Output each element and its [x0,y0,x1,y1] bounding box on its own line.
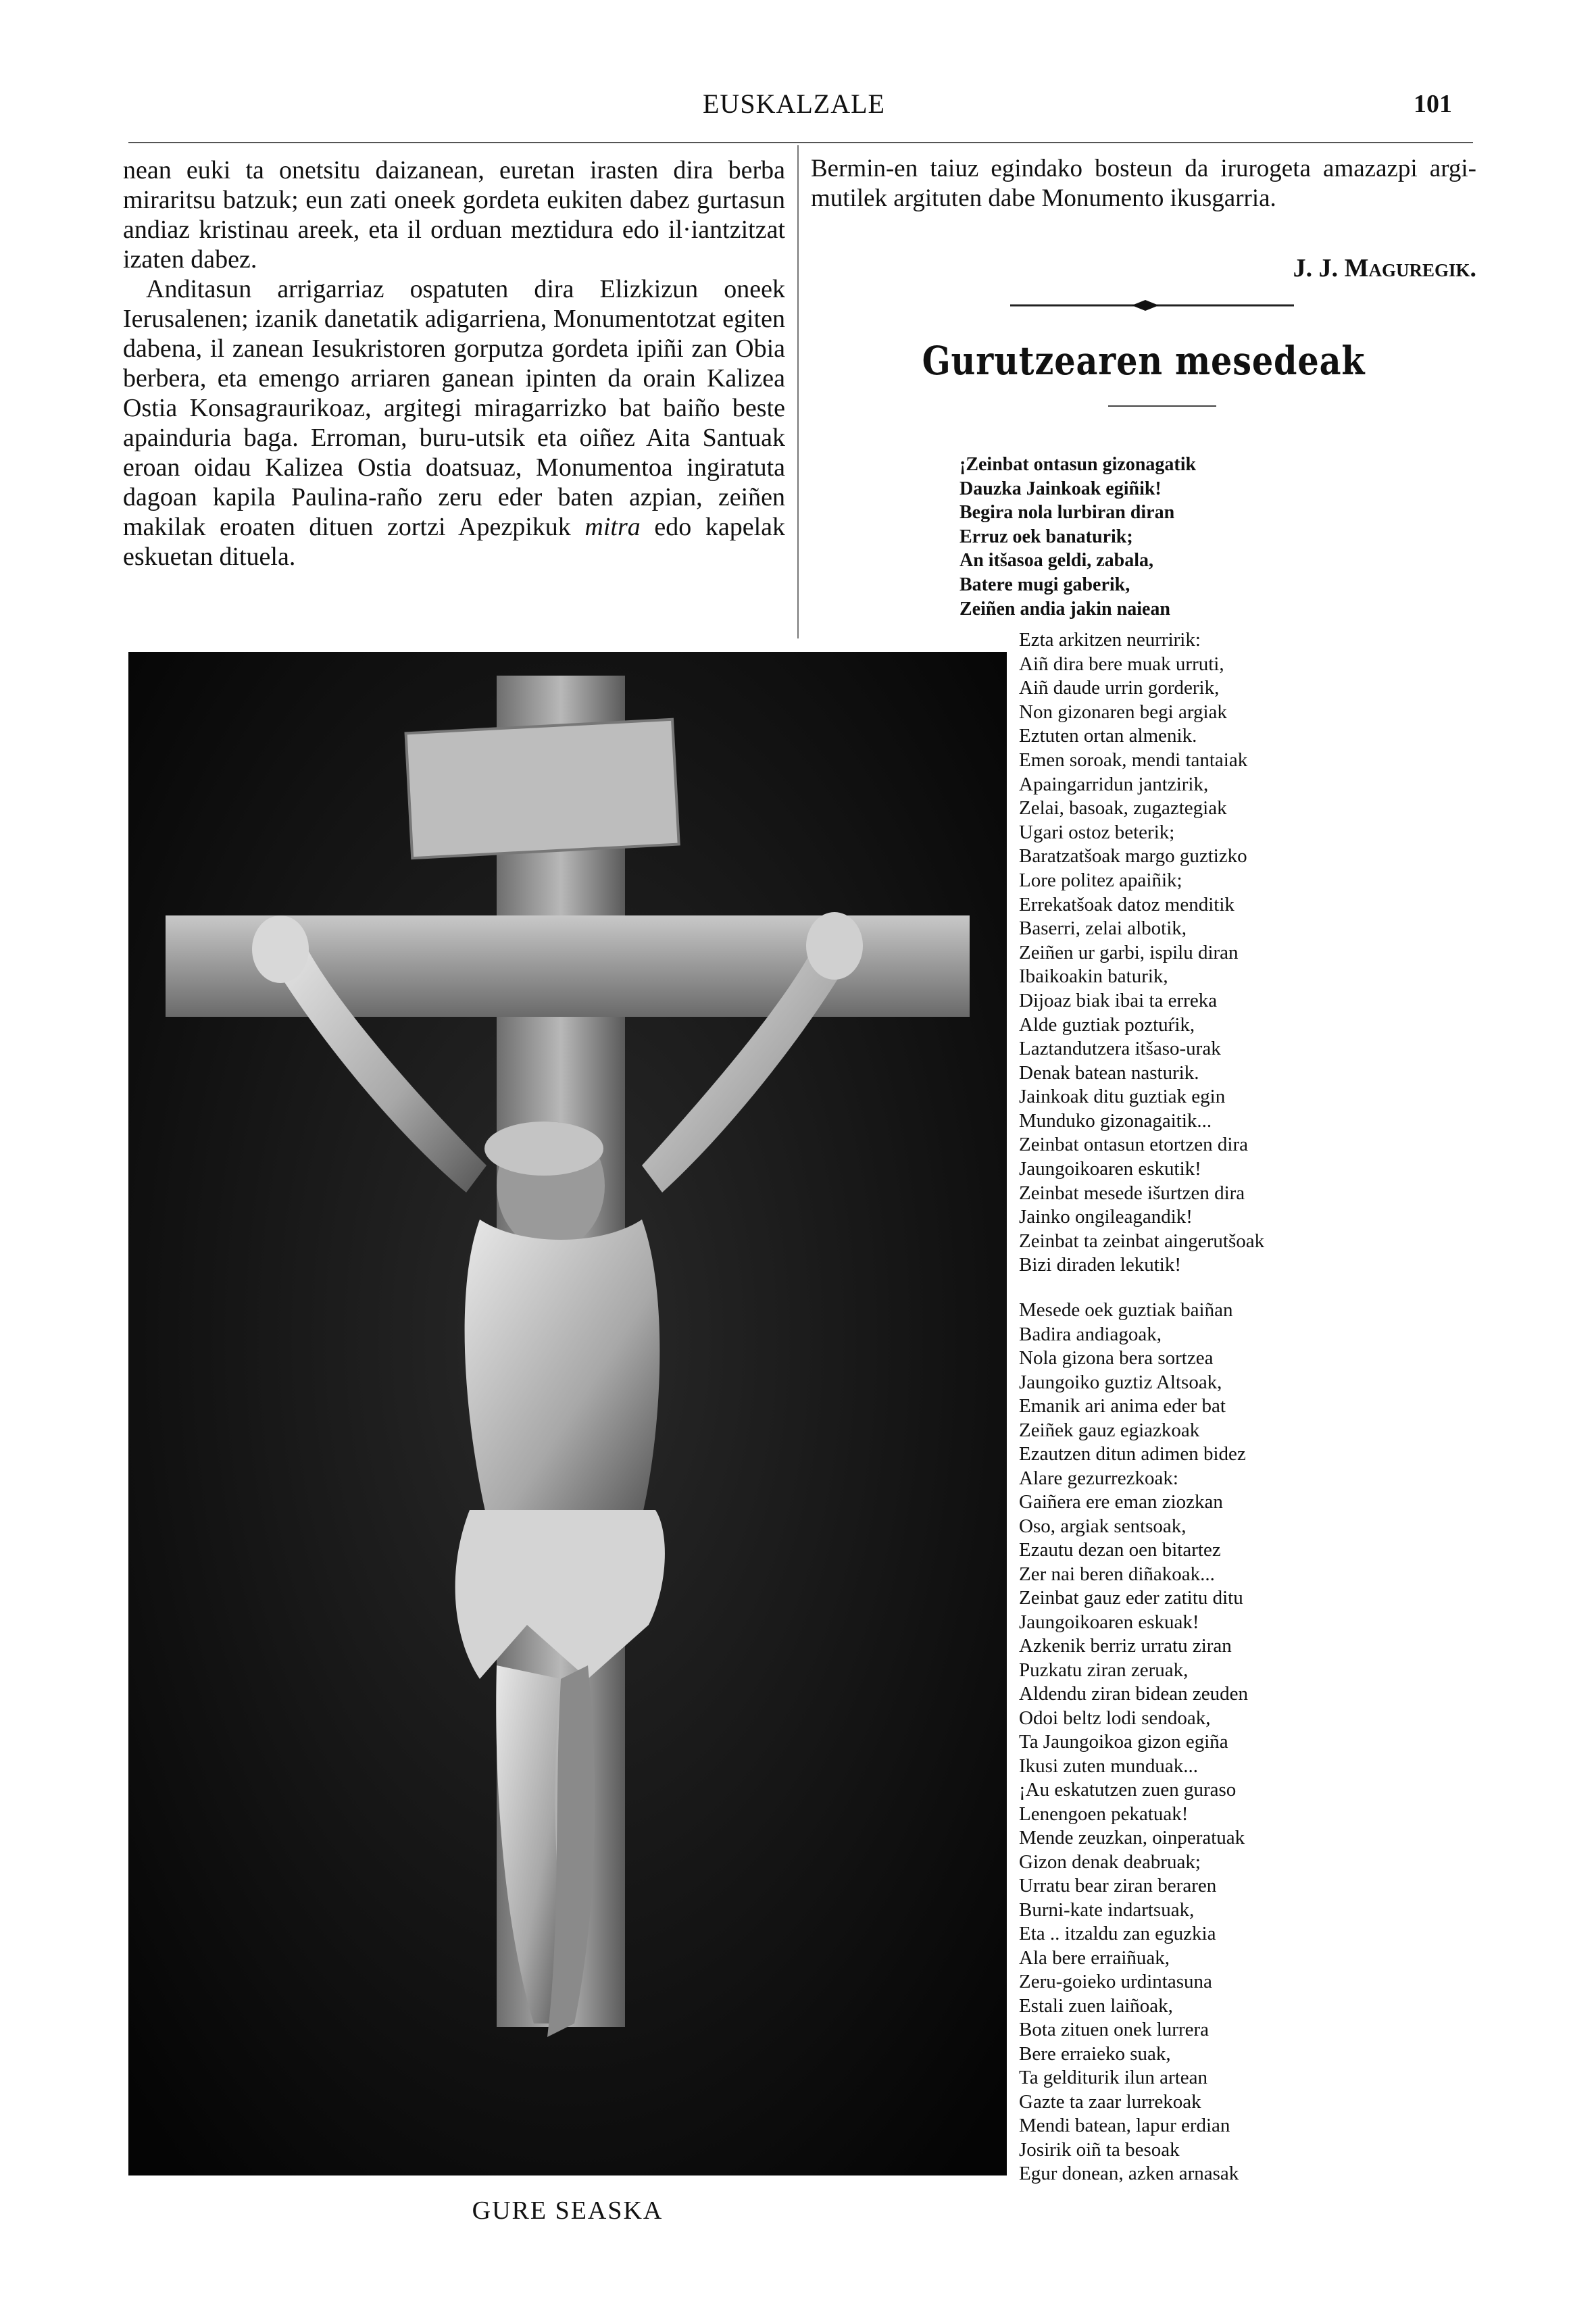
crucifix-photo [128,652,1007,2175]
poem-line: Emen soroak, mendi tantaiak [1019,749,1248,771]
poem-line: Lore politez apaiñik; [1019,869,1182,891]
poem-line: Ta Jaungoikoa gizon egiña [1019,1731,1228,1753]
poem-line: Bizi diraden lekutik! [1019,1254,1181,1276]
header-rule [128,142,1473,143]
poem-line: Emanik ari anima eder bat [1019,1395,1226,1417]
poem-line: ¡Zeinbat ontasun gizonagatik [959,454,1197,475]
poem-line: Mende zeuzkan, oinperatuak [1019,1827,1245,1848]
poem-line: Zer nai beren diñakoak... [1019,1563,1215,1585]
poem-line: Gaiñera ere eman ziozkan [1019,1491,1223,1513]
poem-line: Zeinbat gauz eder zatitu ditu [1019,1587,1243,1609]
poem-line: Josirik oiñ ta besoak [1019,2138,1180,2161]
poem-line: Bere erraieko suak, [1019,2042,1171,2065]
journal-title: EUSKALZALE [703,89,885,119]
poem-line: Aiñ dira bere muak urruti, [1019,653,1224,675]
poem-line: Ikusi zuten munduak... [1019,1755,1198,1777]
poem-line: Munduko gizonagaitik... [1019,1109,1212,1132]
poem-line: Gizon denak deabruak; [1019,1851,1201,1873]
poem-line: Odoi beltz lodi sendoak, [1019,1707,1211,1729]
right-column-intro: Bermin-en taiuz egindako bosteun da irurogeta amazazpi argi-mutilek argituten dabe Monumento ikusgarria. [811,155,1476,212]
poem-line: Ibaikoakin baturik, [1019,965,1168,988]
poem-line: Zeru-goieko urdintasuna [1019,1971,1212,1992]
poem-line: Urratu bear ziran beraren [1019,1875,1217,1896]
poem-line: Zeinbat ontasun etortzen dira [1019,1134,1249,1156]
poem-line: Lenengoen pekatuak! [1019,1803,1189,1825]
poem-line: Dijoaz biak ibai ta erreka [1019,989,1218,1011]
poem-line: Denak batean nasturik. [1019,1061,1199,1084]
poem-line: Aiñ daude urrin gorderik, [1019,677,1220,699]
poem-line: An itšasoa geldi, zabala, [959,550,1154,572]
column-divider [797,145,799,638]
poem-line: Zelai, basoak, zugaztegiak [1019,797,1227,820]
poem-line: Mesede oek guztiak baiñan [1019,1299,1233,1321]
poem-line: Alde guztiak poztuŕik, [1019,1013,1195,1036]
poem-line: Errekatšoak datoz menditik [1019,893,1235,915]
poem-line: Jaungoikoaren eskuak! [1019,1611,1199,1633]
crucifix-illustration [128,652,1007,2175]
poem-line: Jaungoikoaren eskutik! [1019,1158,1201,1180]
poem-line: Azkenik berriz urratu ziran [1019,1635,1232,1657]
poem-line: Zeiñen ur garbi, ispilu diran [1019,941,1239,963]
paragraph-2-end: edo kapelak eskuetan dituela. [123,513,785,571]
poem-line: ¡Au eskatutzen zuen guraso [1019,1779,1237,1801]
photo-caption: GURE SEASKA [472,2196,664,2225]
poem-line: Baserri, zelai albotik, [1019,917,1187,940]
poem-line: Alare gezurrezkoak: [1019,1467,1178,1489]
poem-line: Aldendu ziran bidean zeuden [1019,1683,1248,1705]
poem-line: Zeiñek gauz egiazkoak [1019,1419,1200,1441]
poem-line: Zeinbat mesede išurtzen dira [1019,1182,1245,1204]
poem-line: Apaingarridun jantzirik, [1019,773,1209,795]
poem-line: Gazte ta zaar lurrekoak [1019,2090,1201,2113]
poem-line: Begira nola lurbiran diran [959,502,1175,524]
paragraph-1: nean euki ta onetsitu daizanean, euretan irasten dira berba miraritsu batzuk; eun zati oneek gordeta eukiten dabez gurtasun andiaz kristinau areek, eta il orduan meztidura edo il·iantzitzat izaten dabez. [123,156,785,274]
poem-line: Nola gizona bera sortzea [1019,1347,1214,1369]
poem-line: Estali zuen laiñoak, [1019,1994,1173,2017]
running-header [0,88,1596,128]
page-number: 101 [1414,90,1452,118]
ornament-divider [1010,299,1294,312]
poem-line: Egur donean, azken arnasak [1019,2163,1239,2184]
paragraph-2 [123,274,785,572]
poem-stanza-3 [1019,1299,1478,2186]
poem-line: Eta .. itzaldu zan eguzkia [1019,1923,1216,1944]
poem-line: Ezta arkitzen neurririk: [1019,629,1201,651]
left-column-text [123,155,785,572]
poem-line: Badira andiagoak, [1019,1323,1162,1345]
poem-line: Oso, argiak sentsoak, [1019,1515,1187,1537]
poem-line: Mendi batean, lapur erdian [1019,2115,1230,2136]
poem-line: Non gizonaren begi argiak [1019,701,1227,723]
poem-line: Burni-kate indartsuak, [1019,1898,1195,1921]
poem-stanza-2 [1019,628,1478,1278]
poem-line: Baratzatšoak margo guztizko [1019,845,1247,867]
paragraph-2-text: Anditasun arrigarriaz ospatuten dira Elizkizun oneek Ierusalenen; izanik danetatik adigarriena, Monumentotzat egiten dabena, il zanean Iesukristoren gorputza gordeta ipiñi zan Obia berbera, eta emengo arriaren ganean ipinten da orain Kalizea Ostia Konsagraurikoaz, argitegi miragarrizko bat baiño beste apainduria baga. Erroman, buru-utsik eta oiñez Aita Santuak eroan oidau Kalizea Ostia doatsuaz, Monumentoa ingiratuta dagoan kapila Paulina-raño zeru eder baten azpian, zeiñen makilak eroaten dituen zortzi Apezpikuk [123,275,785,541]
author-signature: J. J. Maguregik. [1293,254,1476,282]
poem-line: Laztandutzera itšaso-urak [1019,1038,1221,1060]
title-rule [1108,405,1216,407]
poem-title: Gurutzearen mesedeak [922,338,1366,384]
poem-line: Zeinbat ta zeinbat aingerutšoak [1019,1230,1265,1252]
poem-line: Ala bere erraiñuak, [1019,1946,1170,1969]
poem-line: Ugari ostoz beterik; [1019,821,1175,843]
poem-line: Ta gelditurik ilun artean [1019,2067,1208,2088]
poem-line: Erruz oek banaturik; [959,526,1133,547]
poem-line: Ezautzen ditun adimen bidez [1019,1443,1246,1465]
poem-line: Puzkatu ziran zeruak, [1019,1659,1189,1681]
poem-line: Jainko ongileagandik! [1019,1206,1193,1228]
poem-line: Batere mugi gaberik, [959,574,1130,595]
poem-line: Ezautu dezan oen bitartez [1019,1539,1221,1561]
poem-line: Jaungoiko guztiz Altsoak, [1019,1371,1222,1393]
poem-line: Bota zituen onek lurrera [1019,2019,1210,2040]
poem-line: Zeiñen andia jakin naiean [959,598,1170,620]
poem-stanza-1 [959,453,1473,621]
poem-line: Dauzka Jainkoak egiñik! [959,478,1162,499]
italic-word: mitra [584,513,641,541]
poem-line: Jainkoak ditu guztiak egin [1019,1086,1226,1108]
poem-line: Eztuten ortan almenik. [1019,725,1197,747]
